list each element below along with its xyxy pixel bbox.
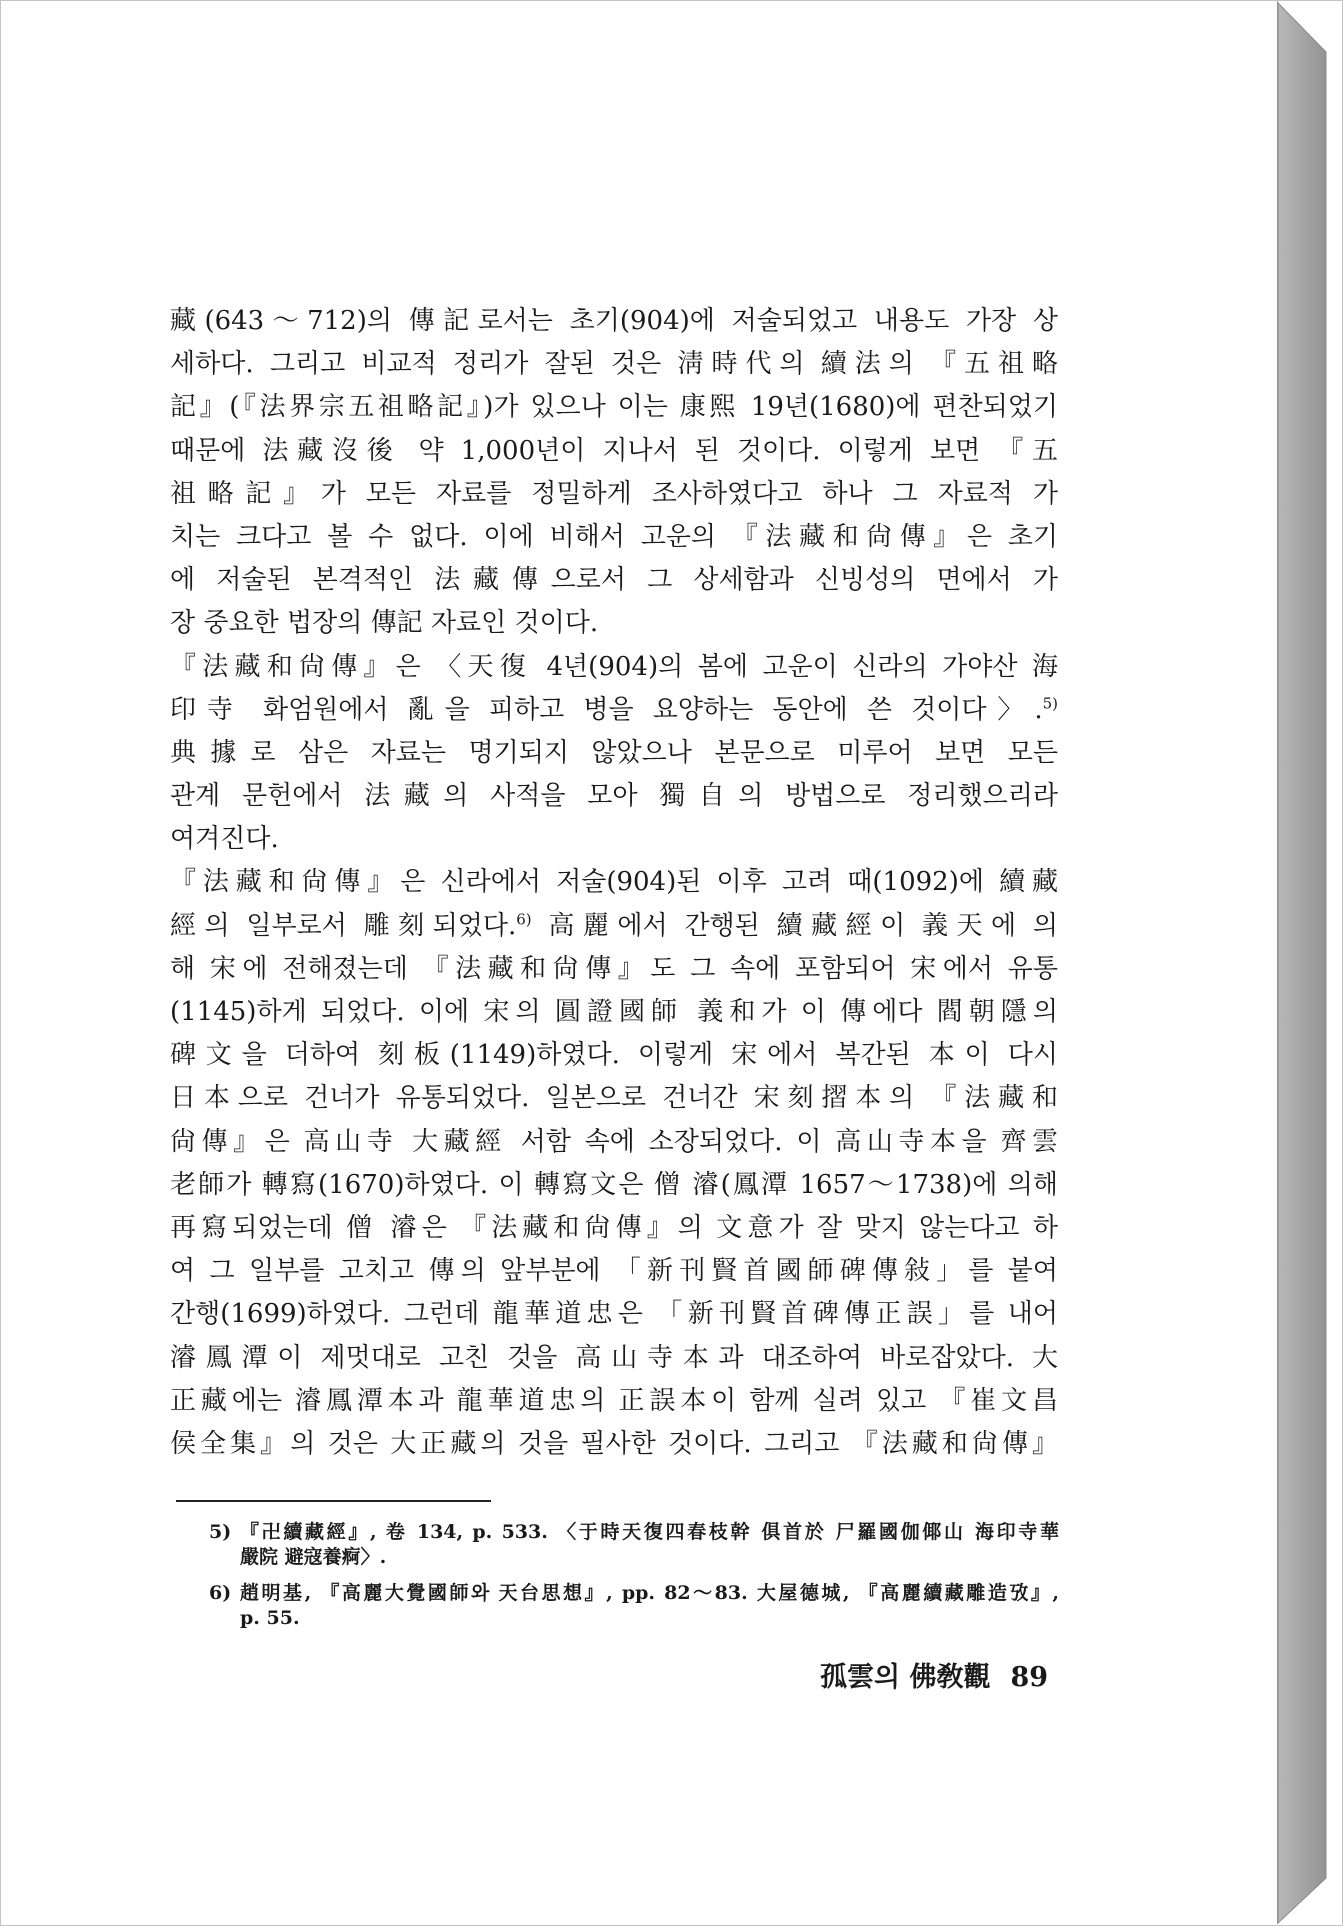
footnote-body xyxy=(240,1520,1059,1570)
footnote-body xyxy=(240,1581,1059,1631)
body-line: 관계 문헌에서 法藏의 사적을 모아 獨自의 방법으로 정리했으리라 xyxy=(170,781,1058,812)
body-line: 濬鳳潭이 제멋대로 고친 것을 高山寺本과 대조하여 바로잡았다. 大 xyxy=(170,1342,1058,1373)
body-line: 해 宋에 전해졌는데 『法藏和尙傳』도 그 속에 포함되어 宋에서 유통 xyxy=(170,953,1058,984)
body-line: (1145)하게 되었다. 이에 宋의 圓證國師 義和가 이 傳에다 閻朝隱의 xyxy=(170,997,1058,1027)
body-line: 세하다. 그리고 비교적 정리가 잘된 것은 淸時代의 續法의 『五祖略 xyxy=(170,349,1058,380)
footnote-separator-rule xyxy=(176,1500,491,1502)
line-text: 高麗에서 간행된 續藏經이 義天에 의 xyxy=(531,910,1058,941)
body-line: 여 그 일부를 고치고 傳의 앞부분에 「新刊賢首國師碑傳敍」를 붙여 xyxy=(170,1256,1058,1287)
body-line: 正藏에는 濬鳳潭本과 龍華道忠의 正誤本이 함께 실려 있고 『崔文昌 xyxy=(170,1385,1058,1416)
body-line: 侯全集』의 것은 大正藏의 것을 필사한 것이다. 그리고 『法藏和尙傳』 xyxy=(170,1428,1058,1459)
footnote-line: 嚴院 避寇養痾〉. xyxy=(240,1546,387,1568)
body-line: 치는 크다고 볼 수 없다. 이에 비해서 고운의 『法藏和尙傳』은 초기 xyxy=(170,521,1058,552)
body-line xyxy=(170,689,1058,732)
footnote-line: 『卍續藏經』, 卷 134, p. 533. 〈于時天復四春枝幹 俱首於 尸羅國伽倻山 海印寺華 xyxy=(240,1521,1059,1543)
body-text xyxy=(170,300,1058,1466)
body-line: 日本으로 건너가 유통되었다. 일본으로 건너간 宋刻摺本의 『法藏和 xyxy=(170,1083,1058,1114)
body-line: 여겨진다. xyxy=(170,824,279,855)
body-line: 장 중요한 법장의 傳記 자료인 것이다. xyxy=(170,608,599,639)
body-line: 尙傳』은 高山寺 大藏經 서함 속에 소장되었다. 이 高山寺本을 齊雲 xyxy=(170,1126,1058,1157)
body-line: 碑文을 더하여 刻板(1149)하였다. 이렇게 宋에서 복간된 本이 다시 xyxy=(170,1040,1058,1071)
footnote-reference: 5) xyxy=(1042,694,1058,713)
paragraph-1 xyxy=(170,300,1058,646)
body-line: 『法藏和尙傳』은 〈天復 4년(904)의 봄에 고운이 신라의 가야산 海 xyxy=(170,651,1058,682)
body-line: 간행(1699)하였다. 그런데 龍華道忠은 「新刊賢首碑傳正誤」를 내어 xyxy=(170,1299,1058,1330)
line-text: 經의 일부로서 雕刻되었다. xyxy=(170,910,517,941)
footnotes xyxy=(209,1520,1059,1631)
paragraph-3 xyxy=(170,861,1058,1466)
body-line: 記』(『法界宗五祖略記』)가 있으나 이는 康熙 19년(1680)에 편찬되었기 xyxy=(170,392,1058,423)
footnote-reference: 6) xyxy=(516,909,532,928)
body-line: 藏(643～712)의 傳記로서는 초기(904)에 저술되었고 내용도 가장 상 xyxy=(170,306,1058,336)
body-line: 老師가 轉寫(1670)하였다. 이 轉寫文은 僧 濬(鳳潭 1657～1738)에 의해 xyxy=(170,1169,1058,1200)
running-title: 孤雲의 佛敎觀 xyxy=(820,1662,991,1693)
footnote xyxy=(209,1581,1059,1631)
body-line: 『法藏和尙傳』은 신라에서 저술(904)된 이후 고려 때(1092)에 續藏 xyxy=(170,867,1058,898)
page-number: 89 xyxy=(1010,1662,1049,1693)
footnote-marker: 6) xyxy=(209,1582,232,1604)
body-line: 典據로 삼은 자료는 명기되지 않았으나 본문으로 미루어 보면 모든 xyxy=(170,737,1058,768)
body-line: 에 저술된 본격적인 法藏傳으로서 그 상세함과 신빙성의 면에서 가 xyxy=(170,565,1058,596)
page-thickness-band xyxy=(1278,3,1326,1923)
paragraph-2 xyxy=(170,646,1058,862)
body-line xyxy=(170,905,1058,948)
line-text: 印寺 화엄원에서 亂을 피하고 병을 요양하는 동안에 쓴 것이다〉. xyxy=(170,694,1043,725)
body-line: 祖略記』가 모든 자료를 정밀하게 조사하였다고 하나 그 자료적 가 xyxy=(170,478,1058,509)
footnote-line: p. 55. xyxy=(240,1607,300,1629)
page-footer xyxy=(820,1660,1049,1696)
footnote-marker: 5) xyxy=(209,1521,232,1543)
body-line: 再寫되었는데 僧 濬은 『法藏和尙傳』의 文意가 잘 맞지 않는다고 하 xyxy=(170,1212,1058,1243)
footnote xyxy=(209,1520,1059,1570)
footnote-line: 趙明基, 『高麗大覺國師와 天台思想』, pp. 82～83. 大屋德城, 『高麗續藏雕造攷』, xyxy=(240,1582,1059,1604)
body-line: 때문에 法藏沒後 약 1,000년이 지나서 된 것이다. 이렇게 보면 『五 xyxy=(170,435,1058,466)
